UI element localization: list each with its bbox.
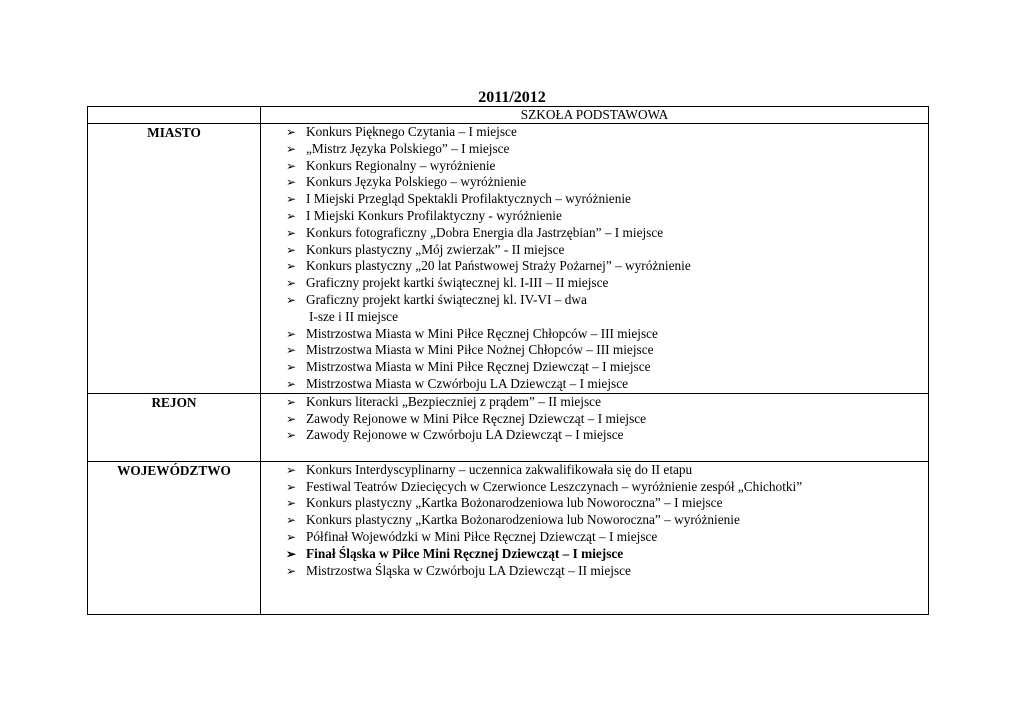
list-item: ➢ Festiwal Teatrów Dziecięcych w Czerwionce Leszczynach – wyróżnienie zespół „Chichotki” [286,478,803,494]
list-item: ➢ Mistrzostwa Miasta w Mini Piłce Nożnej Chłopców – III miejsce [286,342,654,358]
arrow-bullet-icon: ➢ [286,141,297,156]
list-item: ➢ Zawody Rejonowe w Mini Piłce Ręcznej Dziewcząt – I miejsce [286,410,647,426]
list-item: ➢ Mistrzostwa Miasta w Czwórboju LA Dziewcząt – I miejsce [286,375,628,391]
page-title: 2011/2012 [478,89,546,106]
arrow-bullet-icon: ➢ [286,529,297,544]
awards-table [87,106,929,615]
list-item: ➢ Mistrzostwa Miasta w Mini Piłce Ręcznej Chłopców – III miejsce [286,325,658,341]
arrow-bullet-icon: ➢ [286,175,297,190]
arrow-bullet-icon: ➢ [286,513,297,528]
header-row [88,107,929,124]
arrow-bullet-icon: ➢ [286,276,297,291]
arrow-bullet-icon: ➢ [286,242,297,257]
school-header: SZKOŁA PODSTAWOWA [261,107,929,124]
arrow-bullet-icon: ➢ [286,563,297,578]
arrow-bullet-icon: ➢ [286,225,297,240]
header-empty-cell [88,107,261,124]
arrow-bullet-icon: ➢ [286,326,297,341]
arrow-bullet-icon: ➢ [286,343,297,358]
list-item: ➢ Konkurs Regionalny – wyróżnienie [286,157,496,173]
list-item: ➢ Mistrzostwa Miasta w Mini Piłce Ręcznej Dziewcząt – I miejsce [286,359,651,375]
list-item: ➢ Konkurs Pięknego Czytania – I miejsce [286,124,517,139]
arrow-bullet-icon: ➢ [286,411,297,426]
list-item: ➢ Konkurs Języka Polskiego – wyróżnienie [286,174,527,190]
list-item: ➢ Konkurs Interdyscyplinarny – uczennica zakwalifikowała się do II etapu [286,461,693,477]
section-items-rejon [261,393,929,461]
arrow-bullet-icon: ➢ [286,125,297,139]
section-row-miasto [88,124,929,394]
arrow-bullet-icon: ➢ [286,158,297,173]
arrow-bullet-icon: ➢ [286,208,297,223]
arrow-bullet-icon: ➢ [286,462,297,477]
list-item: ➢ „Mistrz Języka Polskiego” – I miejsce [286,140,510,156]
arrow-bullet-icon: ➢ [286,496,297,511]
arrow-bullet-icon: ➢ [286,394,297,409]
list-item: ➢ Konkurs plastyczny „Kartka Bożonarodzeniowa lub Noworoczna” – wyróżnienie [286,512,740,528]
list-item: ➢ Zawody Rejonowe w Czwórboju LA Dziewcząt – I miejsce [286,427,624,443]
section-row-wojewodztwo [88,461,929,614]
list-item: ➢ Konkurs literacki „Bezpieczniej z prądem” – II miejsce [286,393,601,409]
section-label-miasto: MIASTO [88,124,261,394]
list-item: ➢ Graficzny projekt kartki świątecznej kl. IV-VI – dwa [286,291,587,307]
arrow-bullet-icon: ➢ [286,428,297,443]
arrow-bullet-icon: ➢ [286,376,297,391]
list-item: ➢ Finał Śląska w Piłce Mini Ręcznej Dziewcząt – I miejsce [286,545,624,561]
list-item: ➢ I Miejski Przegląd Spektakli Profilaktycznych – wyróżnienie [286,191,631,207]
list-item-continuation: I-sze i II miejsce [309,308,398,324]
section-items-wojewodztwo [261,461,929,614]
arrow-bullet-icon: ➢ [286,479,297,494]
arrow-bullet-icon: ➢ [286,360,297,375]
arrow-bullet-icon: ➢ [286,192,297,207]
section-label-rejon: REJON [88,393,261,461]
list-item: ➢ Konkurs plastyczny „20 lat Państwowej Straży Pożarnej” – wyróżnienie [286,258,691,274]
list-item: ➢ I Miejski Konkurs Profilaktyczny - wyróżnienie [286,207,562,223]
list-item: ➢ Graficzny projekt kartki świątecznej kl. I-III – II miejsce [286,275,609,291]
section-label-wojewodztwo: WOJEWÓDZTWO [88,461,261,614]
list-item: ➢ Konkurs fotograficzny „Dobra Energia dla Jastrzębian” – I miejsce [286,224,664,240]
list-item: ➢ Konkurs plastyczny „Kartka Bożonarodzeniowa lub Noworoczna” – I miejsce [286,495,723,511]
list-item: ➢ Konkurs plastyczny „Mój zwierzak” - II miejsce [286,241,565,257]
arrow-bullet-icon: ➢ [286,292,297,307]
list-item: ➢ Mistrzostwa Śląska w Czwórboju LA Dziewcząt – II miejsce [286,562,631,578]
section-items-miasto [261,124,929,394]
arrow-bullet-icon: ➢ [286,546,297,561]
section-row-rejon [88,393,929,461]
list-item: ➢ Półfinał Wojewódzki w Mini Piłce Ręcznej Dziewcząt – I miejsce [286,528,658,544]
arrow-bullet-icon: ➢ [286,259,297,274]
